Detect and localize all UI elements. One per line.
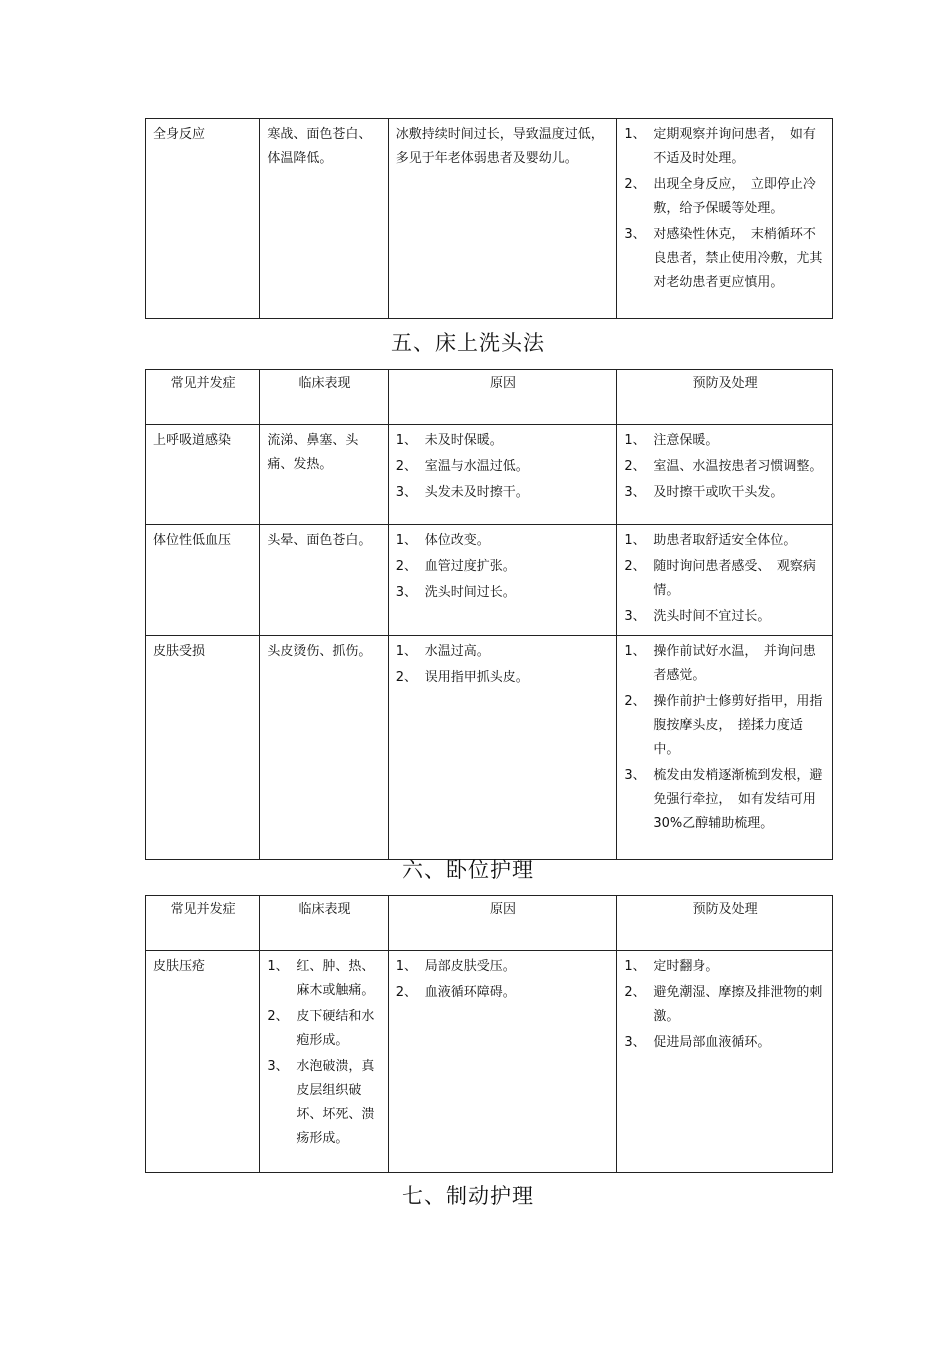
header-manifestation: 临床表现 <box>298 902 351 917</box>
list-item: 1、 水温过高。 <box>395 644 490 659</box>
list-item: 1、 未及时保暖。 <box>395 433 503 448</box>
list-item: 2、 室温与水温过低。 <box>395 459 529 474</box>
list-item: 2、 血液循环障碍。 <box>395 985 516 1000</box>
list-item: 2、 误用指甲抓头皮。 <box>395 670 529 685</box>
manifestation-cell: 头皮烫伤、抓伤。 <box>267 644 372 659</box>
list-item: 2、 出现全身反应， 立即停止冷敷，给予保暖等处理。 <box>624 177 816 216</box>
prevention-cell <box>617 119 832 301</box>
complication-cell: 体位性低血压 <box>153 533 232 548</box>
section-heading-7: 七、制动护理 <box>402 1184 534 1208</box>
table-cold-compress <box>145 118 833 319</box>
table-row <box>146 425 833 525</box>
prevention-cell <box>617 525 832 635</box>
cause-cell <box>389 951 617 1011</box>
header-complication: 常见并发症 <box>170 376 236 391</box>
header-complication: 常见并发症 <box>170 902 236 917</box>
table-header-row <box>146 896 833 951</box>
table-header-row <box>146 370 833 425</box>
list-item: 1、 局部皮肤受压。 <box>395 959 516 974</box>
list-item: 1、 助患者取舒适安全体位。 <box>624 533 797 548</box>
prevention-cell <box>617 951 832 1061</box>
list-item: 1、 红、肿、热、麻木或触痛。 <box>267 959 375 998</box>
section-heading-6: 六、卧位护理 <box>402 858 534 882</box>
section-heading-5: 五、床上洗头法 <box>391 331 545 355</box>
manifestation-cell: 寒战、面色苍白、体温降低。 <box>267 127 372 166</box>
table-row <box>146 525 833 636</box>
list-item: 2、 操作前护士修剪好指甲，用指腹按摩头皮， 搓揉力度适中。 <box>624 694 823 757</box>
cause-cell: 冰敷持续时间过长，导致温度过低，多见于年老体弱患者及婴幼儿。 <box>395 127 604 166</box>
list-item: 3、 及时擦干或吹干头发。 <box>624 485 784 500</box>
list-item: 3、 对感染性休克， 末梢循环不良患者，禁止使用冷敷，尤其对老幼患者更应慎用。 <box>624 227 823 290</box>
cause-cell <box>389 525 617 611</box>
list-item: 3、 洗头时间不宜过长。 <box>624 609 771 624</box>
table-row <box>146 119 833 319</box>
cause-cell <box>389 636 617 696</box>
complication-cell: 皮肤受损 <box>153 644 206 659</box>
prevention-cell <box>617 425 832 511</box>
list-item: 2、 血管过度扩张。 <box>395 559 516 574</box>
table-positioning-care <box>145 895 833 1173</box>
complication-cell: 全身反应 <box>153 127 206 142</box>
list-item: 3、 促进局部血液循环。 <box>624 1035 771 1050</box>
complication-cell: 皮肤压疮 <box>153 959 206 974</box>
list-item: 3、 头发未及时擦干。 <box>395 485 529 500</box>
list-item: 1、 定时翻身。 <box>624 959 719 974</box>
list-item: 3、 梳发由发梢逐渐梳到发根，避免强行牵拉， 如有发结可用 30%乙醇辅助梳理。 <box>624 768 829 831</box>
manifestation-cell <box>260 951 387 1157</box>
manifestation-cell: 流涕、鼻塞、头痛、发热。 <box>267 433 359 472</box>
list-item: 2、 室温、水温按患者习惯调整。 <box>624 459 823 474</box>
list-item: 1、 体位改变。 <box>395 533 490 548</box>
manifestation-cell: 头晕、面色苍白。 <box>267 533 372 548</box>
prevention-cell <box>617 636 832 842</box>
list-item: 3、 洗头时间过长。 <box>395 585 516 600</box>
list-item: 3、 水泡破溃，真皮层组织破坏、坏死、溃疡形成。 <box>267 1059 375 1146</box>
list-item: 2、 随时询问患者感受、 观察病情。 <box>624 559 816 598</box>
list-item: 1、 注意保暖。 <box>624 433 719 448</box>
list-item: 2、 避免潮湿、摩擦及排泄物的刺激。 <box>624 985 823 1024</box>
cause-cell <box>389 425 617 511</box>
header-cause: 原因 <box>490 902 517 917</box>
table-row <box>146 636 833 860</box>
list-item: 1、 定期观察并询问患者， 如有不适及时处理。 <box>624 127 816 166</box>
table-row <box>146 951 833 1173</box>
header-prevention: 预防及处理 <box>692 902 758 917</box>
list-item: 1、 操作前试好水温， 并询问患者感觉。 <box>624 644 816 683</box>
header-prevention: 预防及处理 <box>692 376 758 391</box>
complication-cell: 上呼吸道感染 <box>153 433 232 448</box>
header-cause: 原因 <box>490 376 517 391</box>
list-item: 2、 皮下硬结和水疱形成。 <box>267 1009 375 1048</box>
table-hair-washing <box>145 369 833 860</box>
header-manifestation: 临床表现 <box>298 376 351 391</box>
